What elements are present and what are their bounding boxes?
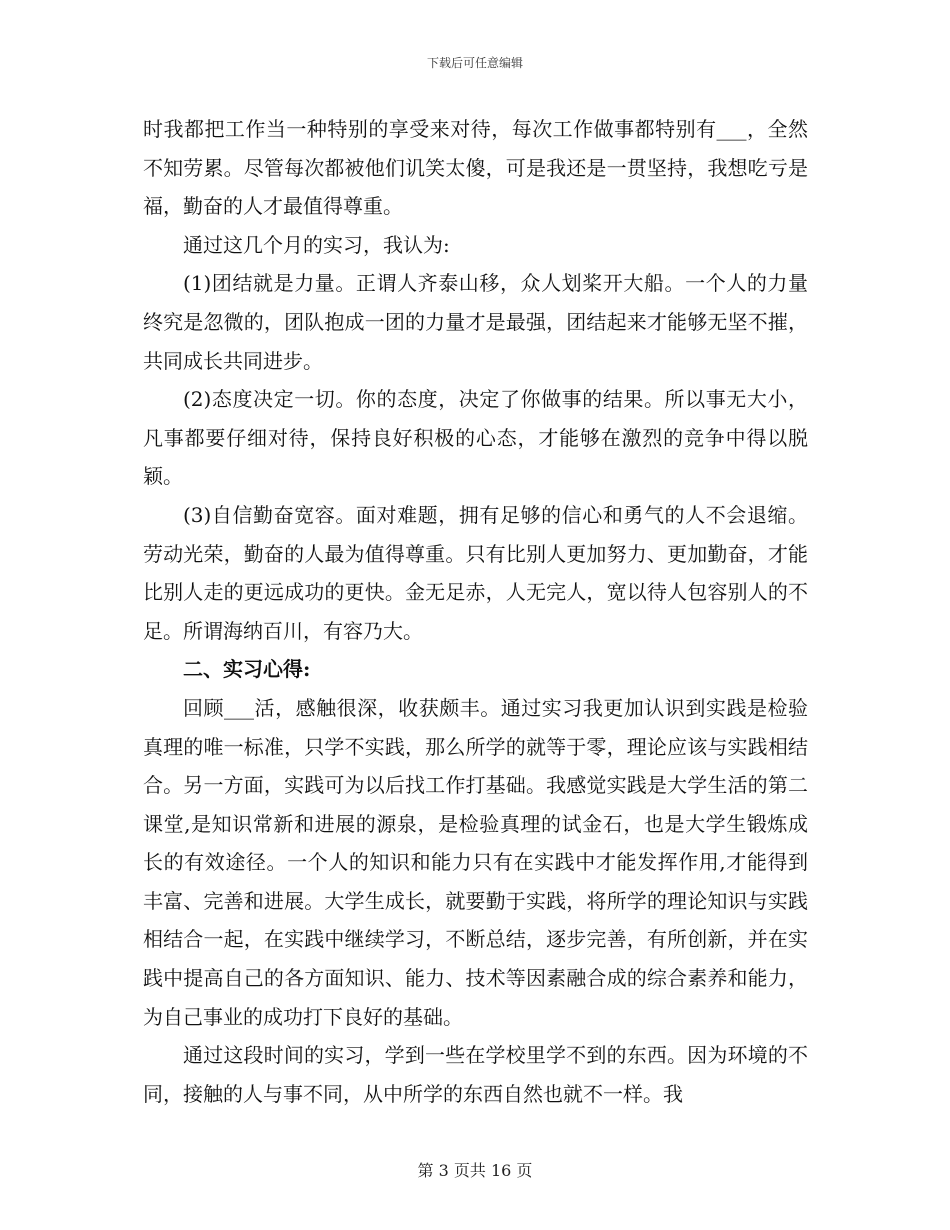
paragraph-intro: 通过这几个月的实习，我认为: <box>183 232 450 257</box>
paragraph-point-2: (2)态度决定一切。你的态度，决定了你做事的结果。所以事无大小，凡事都要仔细对待，保持良好积极的心态，才能够在激烈的竞争中得以脱颖。 <box>143 387 808 489</box>
paragraph-continuation: 时我都把工作当一种特别的享受来对待，每次工作做事都特别有___，全然不知劳累。尽管每次都被他们讥笑太傻，可是我还是一贯坚持，我想吃亏是福，勤奋的人才最值得尊重。 <box>143 117 808 219</box>
page-header: 下载后可任意编辑 <box>426 56 523 70</box>
paragraph-closing: 通过这段时间的实习，学到一些在学校里学不到的东西。因为环境的不同，接触的人与事不同，从中所学的东西自然也就不一样。我 <box>143 1043 808 1106</box>
paragraph-reflection: 回顾___活，感触很深，收获颇丰。通过实习我更加认识到实践是检验真理的唯一标准，只学不实践，那么所学的就等于零，理论应该与实践相结合。另一方面，实践可为以后找工作打基础。我感觉实践是大学生活的第二课堂,是知识常新和进展的源泉，是检验真理的试金石，也是大学生锻炼成长的有效途径。一个人的知识和能力只有在实践中才能发挥作用,才能得到丰富、完善和进展。大学生成长，就要勤于实践，将所学的理论知识与实践相结合一起，在实践中继续学习，不断总结，逐步完善，有所创新，并在实践中提高自己的各方面知识、能力、技术等因素融合成的综合素养和能力，为自己事业的成功打下良好的基础。 <box>143 695 808 1029</box>
section-heading: 二、实习心得: <box>183 657 311 682</box>
paragraph-point-1: (1)团结就是力量。正谓人齐泰山移，众人划桨开大船。一个人的力量终究是忽微的，团队抱成一团的力量才是最强，团结起来才能够无坚不摧，共同成长共同进步。 <box>143 271 808 373</box>
page-footer: 第 3 页共 16 页 <box>417 1161 533 1180</box>
document-body <box>143 110 808 1113</box>
paragraph-point-3: (3)自信勤奋宽容。面对难题，拥有足够的信心和勇气的人不会退缩。劳动光荣，勤奋的人最为值得尊重。只有比别人更加努力、更加勤奋，才能比别人走的更远成功的更快。金无足赤，人无完人，宽以待人包容别人的不足。所谓海纳百川，有容乃大。 <box>143 502 808 643</box>
